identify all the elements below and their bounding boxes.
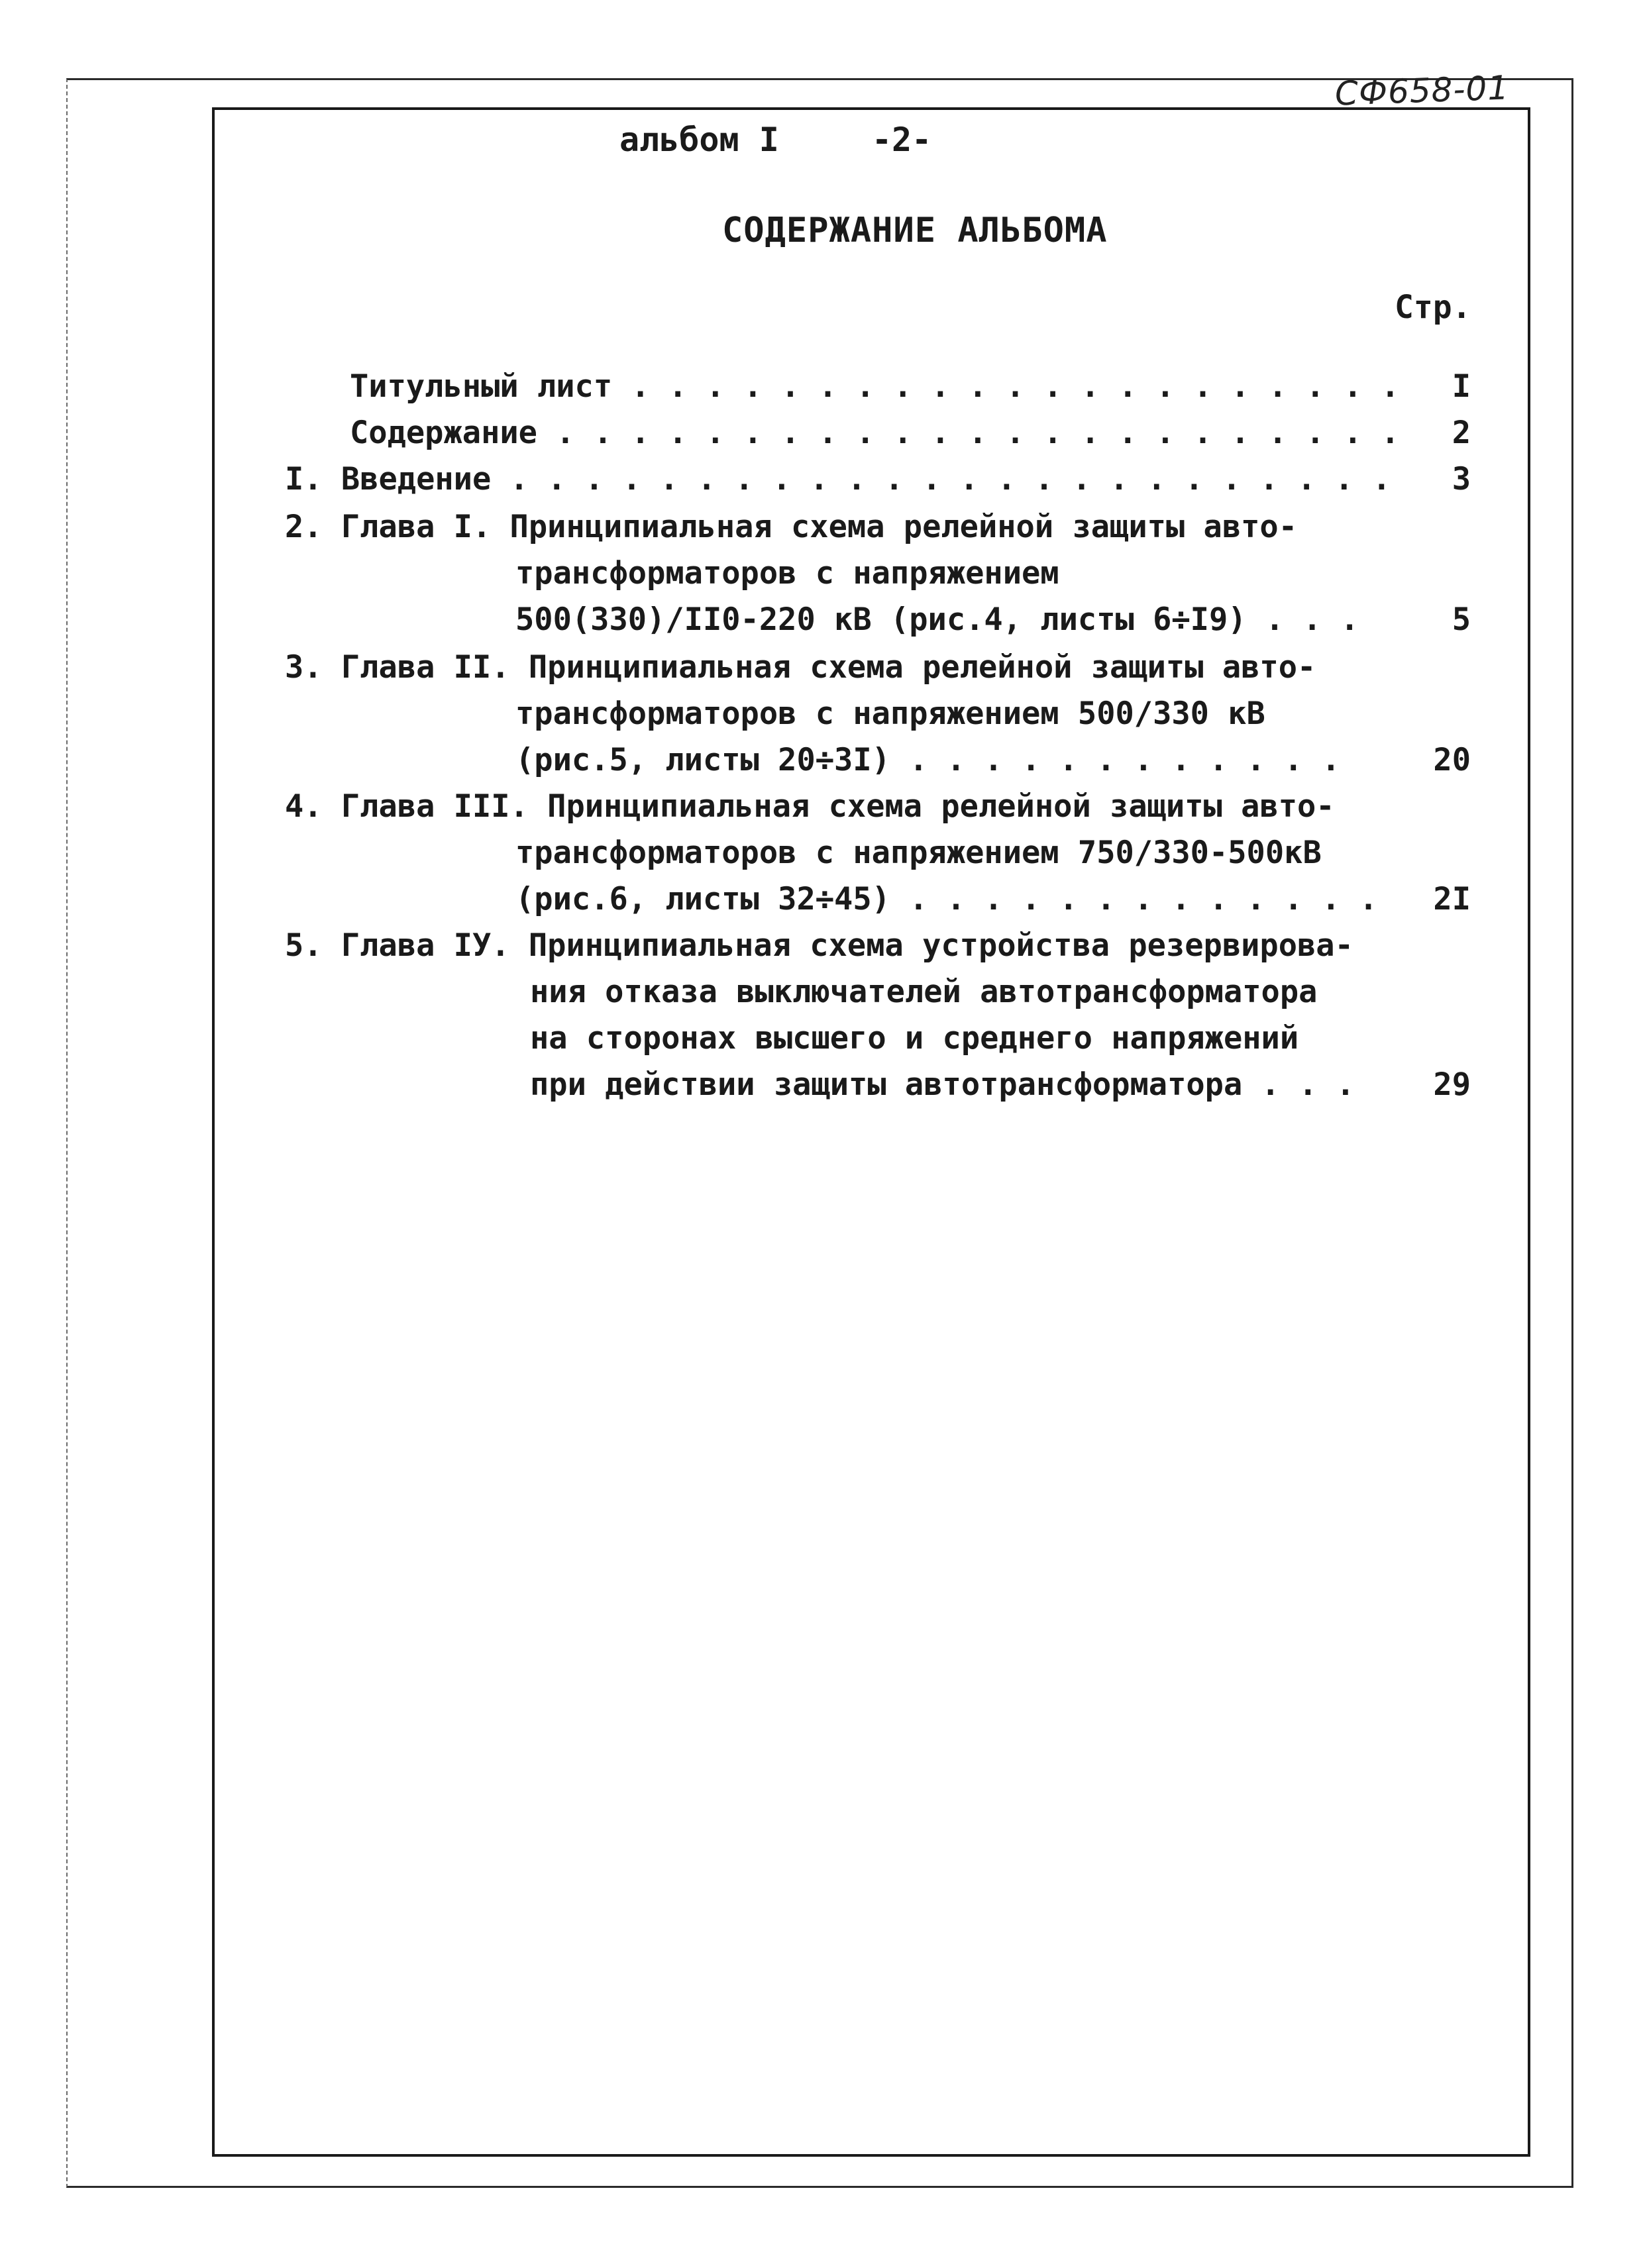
toc-entry-chapter-3: 4. Глава III. Принципиальная схема релейной защиты авто-: [285, 788, 1335, 825]
toc-entry-chapter-1: 2. Глава I. Принципиальная схема релейной защиты авто-: [285, 509, 1298, 545]
toc-page-number: 3: [1452, 461, 1471, 497]
toc-page-number: I: [1452, 368, 1471, 405]
toc-entry-chapter-1-line-3: 500(330)/II0-220 кВ (рис.4, листы 6÷I9) . . .: [515, 601, 1359, 638]
page-column-header: Стр.: [1395, 289, 1471, 326]
toc-entry-chapter-4-line-2: ния отказа выключателей автотрансформатора: [530, 974, 1318, 1010]
toc-entry-introduction: I. Введение . . . . . . . . . . . . . . . . . . . . . . . .: [285, 461, 1391, 497]
toc-entry-title-page: Титульный лист . . . . . . . . . . . . . . . . . . . . .: [350, 368, 1400, 405]
toc-entry-chapter-2-line-2: трансформаторов с напряжением 500/330 кВ: [515, 696, 1265, 732]
toc-page-number: 29: [1433, 1066, 1471, 1103]
toc-page-number: 2: [1452, 415, 1471, 451]
page-number: -2-: [871, 121, 932, 159]
toc-entry-chapter-2: 3. Глава II. Принципиальная схема релейной защиты авто-: [285, 649, 1316, 686]
toc-entry-contents: Содержание . . . . . . . . . . . . . . . . . . . . . . .: [350, 415, 1400, 451]
toc-page-number: 20: [1433, 742, 1471, 778]
toc-page-number: 5: [1452, 601, 1471, 638]
page-header: [619, 121, 931, 159]
toc-page-number: 2I: [1433, 881, 1471, 917]
toc-entry-chapter-2-line-3: (рис.5, листы 20÷3I) . . . . . . . . . . . .: [515, 742, 1341, 778]
toc-entry-chapter-4-line-3: на сторонах высшего и среднего напряжений: [530, 1020, 1299, 1057]
toc-entry-chapter-4-line-4: при действии защиты автотрансформатора . . .: [530, 1066, 1355, 1103]
toc-entry-chapter-3-line-2: трансформаторов с напряжением 750/330-500кВ: [515, 835, 1322, 871]
document-code: СФ658-01: [1334, 68, 1510, 113]
toc-entry-chapter-3-line-3: (рис.6, листы 32÷45) . . . . . . . . . . . . .: [515, 881, 1378, 917]
toc-entry-chapter-4: 5. Глава IУ. Принципиальная схема устройства резервирова-: [285, 927, 1353, 964]
album-label: альбом I: [619, 121, 779, 159]
toc-entry-chapter-1-line-2: трансформаторов с напряжением: [515, 555, 1059, 592]
toc-title: СОДЕРЖАНИЕ АЛЬБОМА: [722, 211, 1108, 250]
